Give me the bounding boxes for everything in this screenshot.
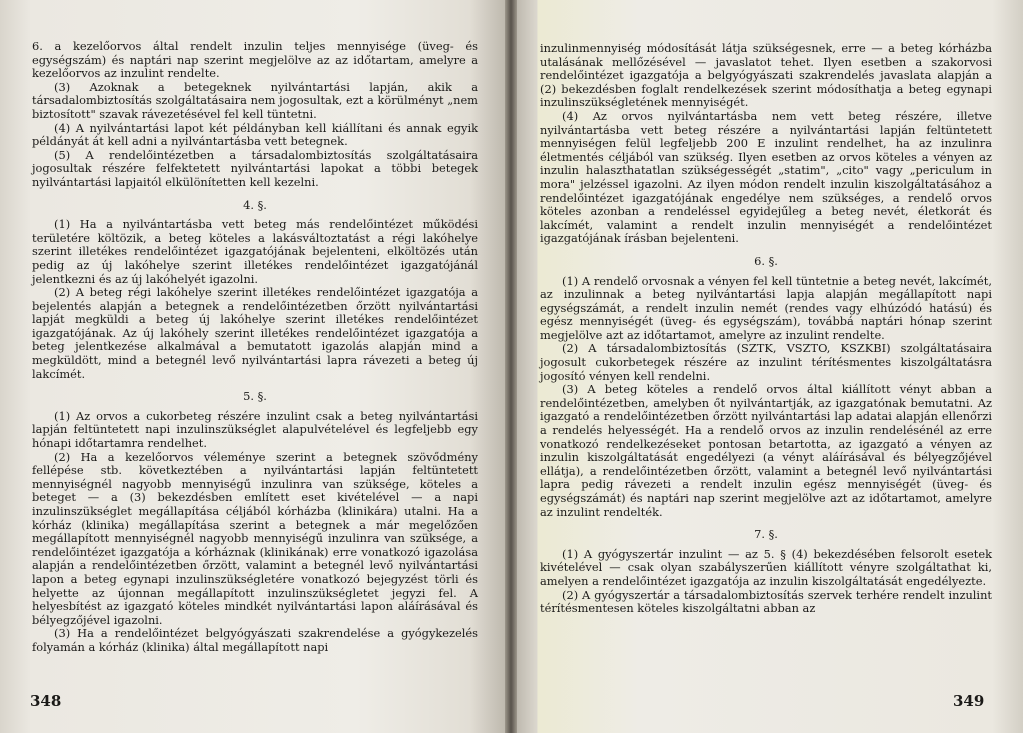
section-heading: 5. §. [243, 389, 267, 404]
paragraph: (3) Azoknak a betegeknek nyilvántartási lapján, akik a társadalombiztosítás szolgáltatásaira nem jogosultak, ezt a körülményt „nem biztosított" szavak rávezetésével fel kell tüntetni. [32, 79, 478, 121]
paragraph: (1) Az orvos a cukorbeteg részére inzulint csak a beteg nyilvántartási lapján feltüntetett napi inzulinszükséglet alapulvételével és legfeljebb egy hónapi időtartamra rendelhet. [32, 408, 478, 451]
paragraph: (3) Ha a rendelőintézet belgyógyászati szakrendelése a gyógykezelés folyamán a kórház (klinika) által megállapított napi [32, 626, 478, 654]
paragraph: (5) A rendelőintézetben a társadalombiztosítás szolgáltatásaira jogosultak részére felfektetett nyilvántartási lapokat a többi betegek nyilvántartási lapjaitól elkülönítetten kell kezelni. [32, 147, 478, 189]
section-heading: 7. §. [754, 527, 778, 542]
paragraph: (4) A nyilvántartási lapot két példányban kell kiállítani és annak egyik példányát át kell adni a nyilvántartásba vett betegnek. [32, 120, 478, 149]
paragraph: (1) Ha a nyilvántartásba vett beteg más rendelőintézet működési területére költözik, a beteg köteles a lakásváltoztatást a régi lakóhelye szerint illetékes rendelőintézet igazgatójának bejelenteni, elköltözés után pedig az új lakóhelye szerint illetékes rendelőintézet igazgatójánál jelentkezni és az új lakóhelyét igazolni. [32, 217, 478, 286]
book-gutter [505, 0, 517, 733]
paragraph: (2) A gyógyszertár a társadalombiztosítás szervek terhére rendelt inzulint térítésmentesen köteles kiszolgáltatni abban az [540, 587, 992, 616]
left-page [0, 0, 510, 733]
left-page-text [32, 40, 478, 655]
paragraph: (2) A társadalombiztosítás (SZTK, VSZTO, KSZKBI) szolgáltatásaira jogosult cukorbetegek részére az inzulint térítésmentes kiszolgáltatásra jogosító vényen kell rendelni. [540, 341, 992, 383]
section-heading: 4. §. [243, 197, 267, 212]
section-heading: 6. §. [754, 253, 778, 268]
right-page-text [540, 42, 992, 616]
paragraph: inzulinmennyiség módosítását látja szükségesnek, erre — a beteg kórházba utalásának mellőzésével — javaslatot tehet. Ilyen esetben a szakorvosi rendelőintézet igazgatója a belgyógyászati szakrendelés javaslata alapján a (2) bekezdésben foglalt rendelkezések szerint módosíthatja a beteg egynapi inzulinszükségletének mennyiségét. [540, 41, 992, 110]
paragraph: (1) A rendelő orvosnak a vényen fel kell tüntetnie a beteg nevét, lakcímét, az inzulinnak a beteg nyilvántartási lapja alapján megállapított napi egységszámát, a rendelt inzulin nemét (rendes vagy elhúzódó hatású) és egész mennyiségét (üveg- és egységszám), továbbá naptári hónap szerint megjelölve azt az időtartamot, amelyre az inzulint rendelte. [540, 273, 992, 342]
paragraph: (3) A beteg köteles a rendelő orvos által kiállított vényt abban a rendelőintézetben, amelyben őt nyilvántartják, az igazgatónak bemutatni. Az igazgató a rendelőintézetben őrzött nyilvántartási lap adatai alapján ellenőrzi a rendelés helyességét. Ha a rendelő orvos az inzulin rendelésénél az erre vonatkozó rendelkezéseket pontosan betartotta, az igazgató a vényen az inzulin kiszolgáltatását engedélyezi (a vényt aláírásával és bélyegzőjével ellátja), a rendelőintézetben őrzött, valamint a betegnél levő nyilvántartási lapra pedig rávezeti a rendelt inzulin egész mennyiségét (üveg- és egységszámát) és naptári nap szerint megjelölve azt az időtartamot, amelyre az inzulint rendelték. [540, 382, 992, 519]
right-page [512, 0, 1023, 733]
paragraph: (1) A gyógyszertár inzulint — az 5. § (4) bekezdésében felsorolt esetek kivételével — csak olyan szabályszerűen kiállított vényre szolgáltathat ki, amelyen a rendelőintézet igazgatója az inzulin kiszolgáltatását engedélyezte. [540, 546, 992, 588]
paragraph: (2) Ha a kezelőorvos véleménye szerint a betegnek szövődmény fellépése stb. következtében a nyilvántartási lapján feltüntetett mennyiségnél nagyobb mennyiségű inzulinra van szüksége, köteles a beteget — a (3) bekezdésben említett eset kivételével — a napi inzulinszükséglet megállapítása céljából kórházba (klinikára) utalni. Ha a kórház (klinika) megállapítása szerint a betegnek a már megelőzően megállapított mennyiségnél nagyobb mennyiségű inzulinra van szüksége, a rendelőintézet igazgatója a kórháznak (klinikának) erre vonatkozó igazolása alapján a rendelőintézetben őrzött, valamint a betegnél levő nyilvántartási lapon a beteg egynapi inzulinszükségletére vonatkozó bejegyzést törli és helyette az újonnan megállapított inzulinszükségletet jegyzi fel. A helyesbítést az igazgató köteles mindkét nyilvántartási lapon aláírásával és bélyegzőjével igazolni. [32, 449, 478, 627]
page-number: 348 [30, 692, 62, 710]
paragraph: 6. a kezelőorvos által rendelt inzulin teljes mennyisége (üveg- és egységszám) és naptári nap szerint megjelölve az az időtartam, amelyre a kezelőorvos az inzulint rendelte. [32, 39, 478, 81]
paragraph: (2) A beteg régi lakóhelye szerint illetékes rendelőintézet igazgatója a bejelentés alapján a betegnek a rendelőintézetben őrzött nyilvántartási lapját megküldi a beteg új lakóhelye szerint illetékes rendelőintézet igazgatójának. Az új lakóhely szerint illetékes rendelőintézet igazgatója a beteg jelentkezése alkalmával a bemutatott igazolás alapján mind a megküldött, mind a betegnél levő nyilvántartási lapra rávezeti a beteg új lakcímét. [32, 285, 478, 381]
paragraph: (4) Az orvos nyilvántartásba nem vett beteg részére, illetve nyilvántartásba vett beteg részére a nyilvántartási lapján feltüntetett mennyiségen felül legfeljebb 200 E inzulint rendelhet, ha az inzulinra életmentés céljából van szükség. Ilyen esetben az orvos köteles a vényen az inzulin halaszthatatlan szükségességét „statim", „cito" vagy „periculum in mora" jelzéssel igazolni. Az ilyen módon rendelt inzulin kiszolgáltatásához a rendelőintézet igazgatójának engedélye nem szükséges, a rendelő orvos köteles azonban a rendeléssel egyidejűleg a beteg nevét, életkorát és lakcímét, valamint a rendelt inzulin mennyiségét a rendelőintézet igazgatójának írásban bejelenteni. [540, 108, 992, 246]
page-number: 349 [953, 692, 985, 710]
